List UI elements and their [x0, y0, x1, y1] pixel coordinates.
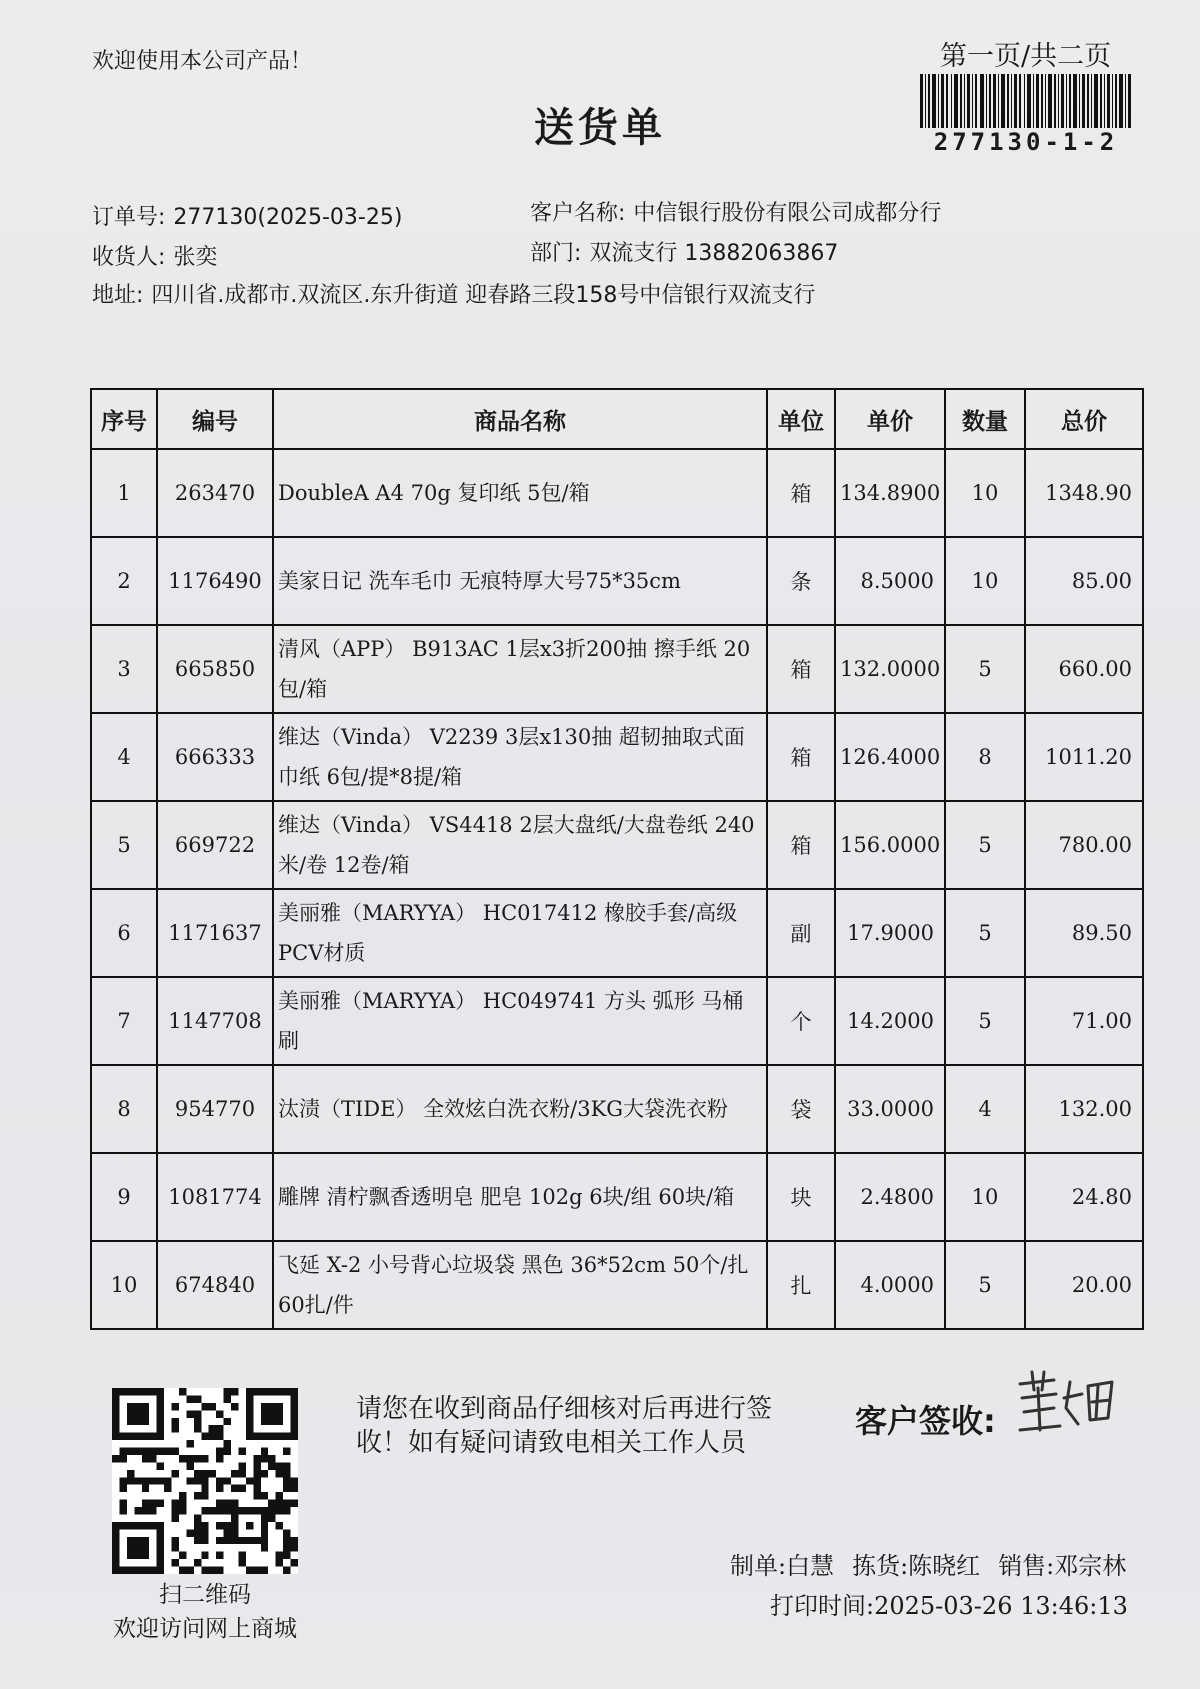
- row-seq: 4: [91, 713, 157, 801]
- row-product-name: 清风（APP） B913AC 1层x3折200抽 擦手纸 20包/箱: [273, 625, 767, 713]
- row-seq: 6: [91, 889, 157, 977]
- row-quantity: 5: [945, 889, 1025, 977]
- customer-signature-label: 客户签收:: [855, 1402, 996, 1440]
- row-unit: 条: [767, 537, 835, 625]
- row-product-name: 汰渍（TIDE） 全效炫白洗衣粉/3KG大袋洗衣粉: [273, 1065, 767, 1153]
- address-value: 四川省.成都市.双流区.东升街道 迎春路三段158号中信银行双流支行: [151, 283, 816, 308]
- row-unit: 箱: [767, 625, 835, 713]
- row-product-name: 维达（Vinda） V2239 3层x130抽 超韧抽取式面巾纸 6包/提*8提/箱: [273, 713, 767, 801]
- row-unit-price: 17.9000: [835, 889, 945, 977]
- row-quantity: 10: [945, 537, 1025, 625]
- page-indicator: 第一页/共二页: [940, 41, 1112, 72]
- row-unit: 个: [767, 977, 835, 1065]
- row-quantity: 10: [945, 1153, 1025, 1241]
- row-product-name: 美丽雅（MARYYA） HC017412 橡胶手套/高级PCV材质: [273, 889, 767, 977]
- order-number-value: 277130(2025-03-25): [173, 205, 403, 230]
- row-quantity: 5: [945, 625, 1025, 713]
- table-row: [91, 449, 1143, 537]
- receiver-label: 收货人:: [92, 245, 166, 270]
- customer-name: [530, 196, 941, 227]
- row-quantity: 5: [945, 1241, 1025, 1329]
- row-unit-price: 132.0000: [835, 625, 945, 713]
- order-number: [92, 200, 402, 231]
- receiver-value: 张奕: [173, 245, 218, 270]
- row-code: 665850: [157, 625, 273, 713]
- row-product-name: DoubleA A4 70g 复印纸 5包/箱: [273, 449, 767, 537]
- row-quantity: 8: [945, 713, 1025, 801]
- items-table: [90, 388, 1142, 1330]
- department-label: 部门:: [530, 241, 582, 266]
- col-header-code: 编号: [157, 389, 273, 449]
- row-code: 1176490: [157, 537, 273, 625]
- order-number-label: 订单号:: [92, 205, 166, 230]
- row-unit-price: 33.0000: [835, 1065, 945, 1153]
- row-total-price: 24.80: [1025, 1153, 1143, 1241]
- row-unit-price: 8.5000: [835, 537, 945, 625]
- table-row: [91, 625, 1143, 713]
- row-total-price: 89.50: [1025, 889, 1143, 977]
- print-time: 打印时间:2025-03-26 13:46:13: [770, 1592, 1128, 1620]
- document-title: 送货单: [534, 105, 666, 151]
- table-row: [91, 977, 1143, 1065]
- row-unit-price: 126.4000: [835, 713, 945, 801]
- row-seq: 7: [91, 977, 157, 1065]
- row-total-price: 1011.20: [1025, 713, 1143, 801]
- barcode-number: 277130-1-2: [933, 128, 1119, 156]
- row-product-name: 飞延 X-2 小号背心垃圾袋 黑色 36*52cm 50个/扎 60扎/件: [273, 1241, 767, 1329]
- col-header-total: 总价: [1025, 389, 1143, 449]
- department-value: 双流支行 13882063867: [589, 241, 839, 266]
- row-total-price: 71.00: [1025, 977, 1143, 1065]
- maker: 制单:白慧: [730, 1552, 835, 1580]
- row-seq: 8: [91, 1065, 157, 1153]
- row-unit-price: 2.4800: [835, 1153, 945, 1241]
- customer-value: 中信银行股份有限公司成都分行: [633, 201, 942, 226]
- row-unit: 箱: [767, 713, 835, 801]
- row-code: 674840: [157, 1241, 273, 1329]
- row-total-price: 780.00: [1025, 801, 1143, 889]
- qr-caption-line2: 欢迎访问网上商城: [113, 1616, 297, 1642]
- row-quantity: 10: [945, 449, 1025, 537]
- handwritten-signature: [1012, 1368, 1122, 1440]
- row-seq: 1: [91, 449, 157, 537]
- row-total-price: 85.00: [1025, 537, 1143, 625]
- address: [92, 278, 815, 309]
- table-row: [91, 713, 1143, 801]
- row-code: 954770: [157, 1065, 273, 1153]
- row-unit: 袋: [767, 1065, 835, 1153]
- address-label: 地址:: [92, 283, 144, 308]
- salesperson: 销售:邓宗林: [998, 1552, 1127, 1580]
- col-header-price: 单价: [835, 389, 945, 449]
- row-product-name: 美家日记 洗车毛巾 无痕特厚大号75*35cm: [273, 537, 767, 625]
- row-product-name: 雕牌 清柠飘香透明皂 肥皂 102g 6块/组 60块/箱: [273, 1153, 767, 1241]
- qr-code-image: [112, 1388, 298, 1574]
- row-code: 1171637: [157, 889, 273, 977]
- row-unit: 箱: [767, 449, 835, 537]
- customer-label: 客户名称:: [530, 201, 626, 226]
- col-header-name: 商品名称: [273, 389, 767, 449]
- row-product-name: 维达（Vinda） VS4418 2层大盘纸/大盘卷纸 240米/卷 12卷/箱: [273, 801, 767, 889]
- table-row: [91, 537, 1143, 625]
- row-seq: 10: [91, 1241, 157, 1329]
- row-total-price: 20.00: [1025, 1241, 1143, 1329]
- inspection-notice: 请您在收到商品仔细核对后再进行签收！如有疑问请致电相关工作人员: [356, 1394, 773, 1458]
- row-quantity: 5: [945, 977, 1025, 1065]
- col-header-seq: 序号: [91, 389, 157, 449]
- staff-line: [730, 1546, 1126, 1581]
- row-unit-price: 4.0000: [835, 1241, 945, 1329]
- welcome-text: 欢迎使用本公司产品！: [92, 49, 313, 74]
- row-unit-price: 156.0000: [835, 801, 945, 889]
- row-seq: 5: [91, 801, 157, 889]
- row-unit: 扎: [767, 1241, 835, 1329]
- row-seq: 3: [91, 625, 157, 713]
- row-quantity: 4: [945, 1065, 1025, 1153]
- row-unit: 副: [767, 889, 835, 977]
- table-header-row: [91, 389, 1143, 449]
- row-unit: 箱: [767, 801, 835, 889]
- row-total-price: 660.00: [1025, 625, 1143, 713]
- row-code: 669722: [157, 801, 273, 889]
- col-header-unit: 单位: [767, 389, 835, 449]
- row-code: 1147708: [157, 977, 273, 1065]
- row-unit-price: 134.8900: [835, 449, 945, 537]
- row-unit-price: 14.2000: [835, 977, 945, 1065]
- table-row: [91, 801, 1143, 889]
- picker: 拣货:陈晓红: [852, 1552, 981, 1580]
- row-product-name: 美丽雅（MARYYA） HC049741 方头 弧形 马桶刷: [273, 977, 767, 1065]
- barcode-image: [920, 74, 1132, 128]
- row-seq: 9: [91, 1153, 157, 1241]
- row-code: 1081774: [157, 1153, 273, 1241]
- row-total-price: 132.00: [1025, 1065, 1143, 1153]
- col-header-qty: 数量: [945, 389, 1025, 449]
- row-unit: 块: [767, 1153, 835, 1241]
- department: [530, 236, 838, 267]
- row-total-price: 1348.90: [1025, 449, 1143, 537]
- table-row: [91, 1241, 1143, 1329]
- row-seq: 2: [91, 537, 157, 625]
- qr-caption-line1: 扫二维码: [159, 1582, 251, 1608]
- table-row: [91, 889, 1143, 977]
- receiver: [92, 240, 217, 271]
- row-code: 666333: [157, 713, 273, 801]
- table-row: [91, 1153, 1143, 1241]
- qr-caption: [90, 1578, 320, 1646]
- row-code: 263470: [157, 449, 273, 537]
- row-quantity: 5: [945, 801, 1025, 889]
- table-row: [91, 1065, 1143, 1153]
